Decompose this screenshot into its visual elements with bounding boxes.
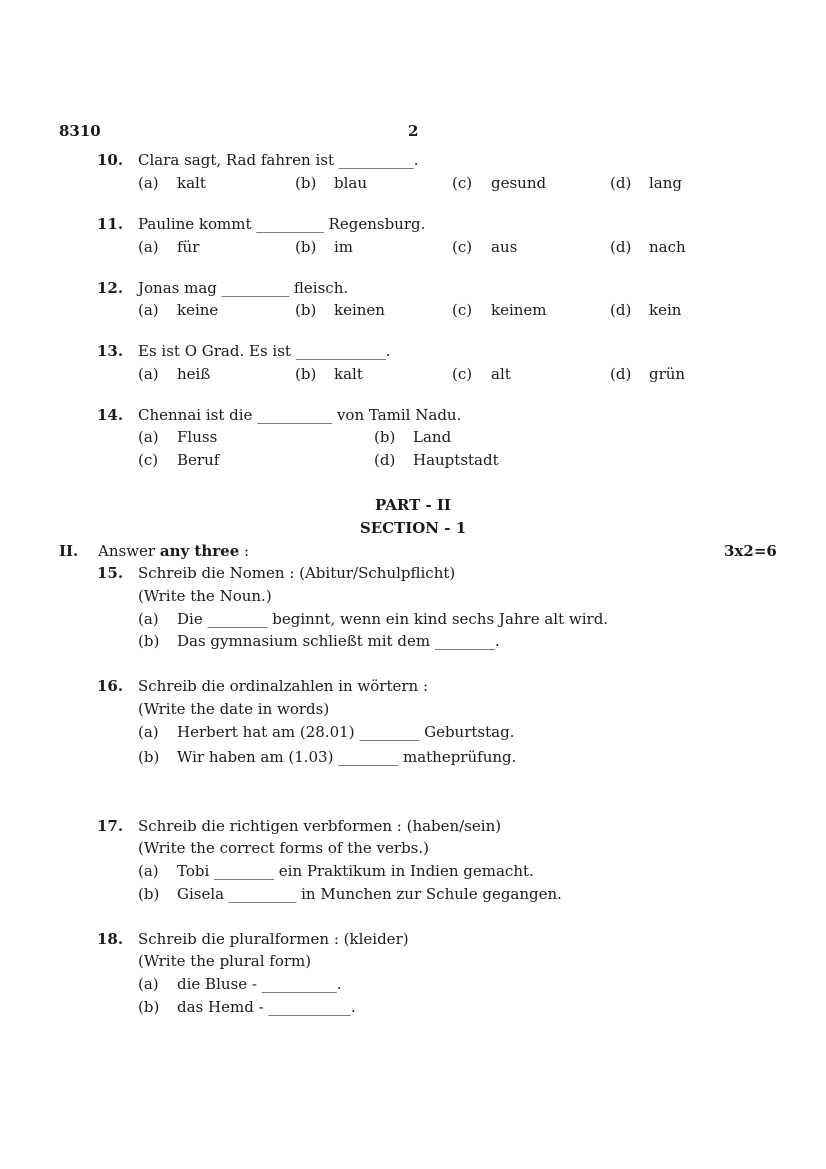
marks-label: 3x2=6 — [724, 542, 777, 560]
item-text: Wir haben am (1.03) ________ matheprüfung. — [177, 748, 517, 766]
question-stem: Clara sagt, Rad fahren ist __________. — [138, 151, 419, 169]
option-label: (b) — [295, 301, 317, 319]
option-text: keinem — [491, 301, 547, 319]
question-number: 13. — [97, 342, 124, 360]
option-text: Fluss — [177, 428, 218, 446]
option-text: kein — [649, 301, 682, 319]
option-text: aus — [491, 238, 518, 256]
option-label: (c) — [452, 301, 473, 319]
item-label: (b) — [138, 885, 160, 903]
question-number: 18. — [97, 930, 124, 948]
option-label: (b) — [295, 238, 317, 256]
question-number: 15. — [97, 564, 124, 582]
option-text: gesund — [491, 174, 547, 192]
question-title: Schreib die richtigen verbformen : (haben/sein) — [138, 817, 502, 835]
instruction-text — [98, 542, 249, 560]
option-label: (a) — [138, 238, 159, 256]
question-number: 17. — [97, 817, 124, 835]
item-text: Tobi ________ ein Praktikum in Indien gemacht. — [177, 862, 534, 880]
item-label: (b) — [138, 748, 160, 766]
question-number: 14. — [97, 406, 124, 424]
instruction-prefix: Answer — [98, 542, 160, 560]
option-text: nach — [649, 238, 686, 256]
option-text: für — [177, 238, 200, 256]
option-text: keine — [177, 301, 219, 319]
option-label: (c) — [452, 238, 473, 256]
option-text: Beruf — [177, 451, 220, 469]
section-title: SECTION - 1 — [359, 519, 467, 537]
question-number: 16. — [97, 677, 124, 695]
option-text: kalt — [334, 365, 363, 383]
item-text: das Hemd - ___________. — [177, 998, 356, 1016]
question-stem: Es ist O Grad. Es ist ____________. — [138, 342, 391, 360]
option-text: Land — [413, 428, 452, 446]
option-label: (b) — [295, 174, 317, 192]
option-text: grün — [649, 365, 686, 383]
page-number: 2 — [408, 122, 419, 140]
option-label: (b) — [374, 428, 396, 446]
paper-code: 8310 — [59, 122, 101, 140]
question-stem: Chennai ist die __________ von Tamil Nadu. — [138, 406, 462, 424]
option-text: Hauptstadt — [413, 451, 499, 469]
question-stem: Jonas mag _________ fleisch. — [138, 279, 349, 297]
option-text: im — [334, 238, 354, 256]
question-subtitle: (Write the plural form) — [138, 952, 312, 970]
question-number: 10. — [97, 151, 124, 169]
option-label: (c) — [138, 451, 159, 469]
option-text: heiß — [177, 365, 211, 383]
item-label: (b) — [138, 632, 160, 650]
option-label: (d) — [610, 238, 632, 256]
option-label: (a) — [138, 428, 159, 446]
option-text: alt — [491, 365, 511, 383]
question-number: 11. — [97, 215, 124, 233]
question-subtitle: (Write the correct forms of the verbs.) — [138, 839, 429, 857]
option-label: (c) — [452, 365, 473, 383]
option-label: (d) — [610, 365, 632, 383]
option-label: (b) — [295, 365, 317, 383]
part-title: PART - II — [375, 496, 451, 514]
item-text: die Bluse - __________. — [177, 975, 342, 993]
instruction-suffix: : — [239, 542, 250, 560]
item-text: Die ________ beginnt, wenn ein kind sechs Jahre alt wird. — [177, 610, 609, 628]
instruction-emphasis: any three — [159, 542, 240, 560]
item-text: Gisela _________ in Munchen zur Schule gegangen. — [177, 885, 562, 903]
roman-numeral: II. — [59, 542, 79, 560]
question-stem: Pauline kommt _________ Regensburg. — [138, 215, 426, 233]
option-label: (a) — [138, 174, 159, 192]
option-label: (c) — [452, 174, 473, 192]
question-title: Schreib die Nomen : (Abitur/Schulpflicht) — [138, 564, 456, 582]
question-subtitle: (Write the Noun.) — [138, 587, 272, 605]
option-label: (d) — [610, 174, 632, 192]
option-text: lang — [649, 174, 683, 192]
option-label: (d) — [610, 301, 632, 319]
question-title: Schreib die ordinalzahlen in wörtern : — [138, 677, 429, 695]
item-label: (a) — [138, 610, 159, 628]
option-text: keinen — [334, 301, 385, 319]
item-text: Das gymnasium schließt mit dem ________. — [177, 632, 500, 650]
item-label: (a) — [138, 862, 159, 880]
item-label: (b) — [138, 998, 160, 1016]
option-text: blau — [334, 174, 368, 192]
item-label: (a) — [138, 723, 159, 741]
item-text: Herbert hat am (28.01) ________ Geburtstag. — [177, 723, 515, 741]
option-label: (a) — [138, 301, 159, 319]
question-title: Schreib die pluralformen : (kleider) — [138, 930, 409, 948]
option-label: (a) — [138, 365, 159, 383]
option-text: kalt — [177, 174, 206, 192]
item-label: (a) — [138, 975, 159, 993]
question-number: 12. — [97, 279, 124, 297]
option-label: (d) — [374, 451, 396, 469]
question-subtitle: (Write the date in words) — [138, 700, 330, 718]
